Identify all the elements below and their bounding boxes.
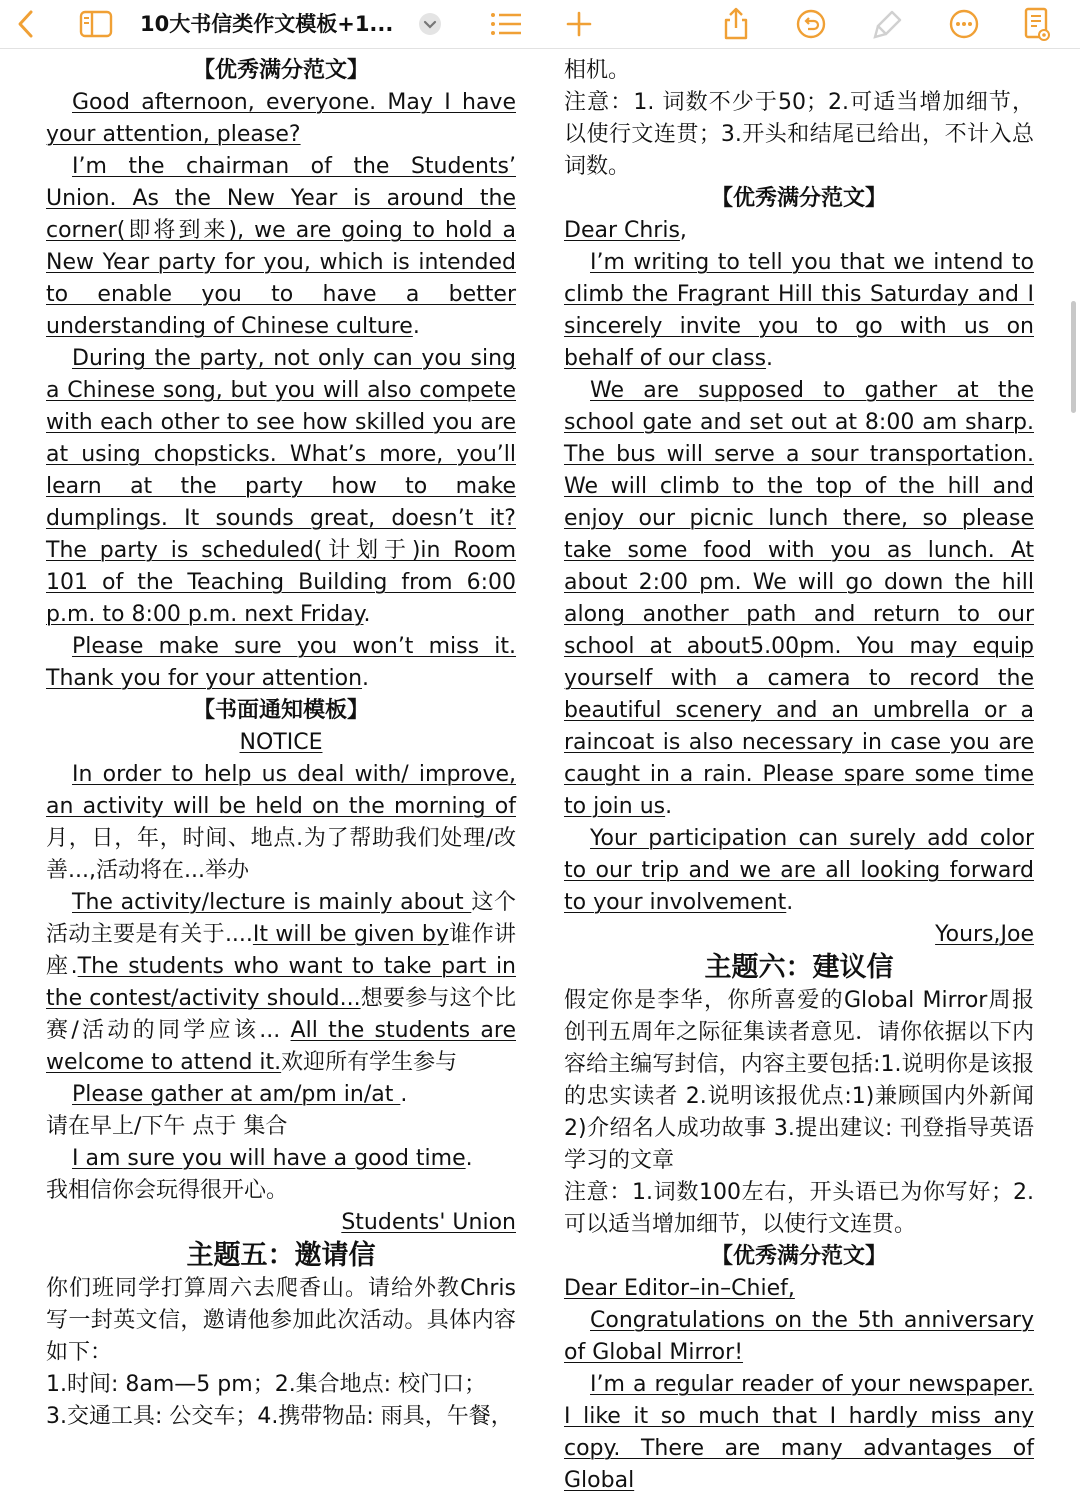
document-icon[interactable] (1022, 6, 1052, 42)
paragraph: 我相信你会玩得很开心。 (46, 1178, 289, 1203)
notice-title: NOTICE (239, 730, 323, 755)
paragraph: I’m writing to tell you that we intend to climb the Fragrant Hill this Saturday and I sincerely invite you to go with us on behalf of our class. (564, 250, 1034, 371)
paragraph: 你们班同学打算周六去爬香山。请给外教Chris写一封英文信，邀请他参加此次活动。具体内容如下： (46, 1276, 516, 1365)
markup-icon[interactable] (872, 6, 904, 42)
section-heading: 【优秀满分范文】 (192, 58, 369, 83)
signature: Yours,Joe (935, 922, 1034, 947)
list-icon[interactable] (488, 6, 524, 42)
paragraph: 相机。 (564, 58, 631, 83)
theme-heading: 主题五：邀请信 (186, 1240, 376, 1271)
paragraph: 注意：1.词数100左右，开头语已为你写好；2.可以适当增加细节，以使行文连贯。 (564, 1180, 1034, 1237)
back-icon[interactable] (12, 6, 40, 42)
section-heading: 【书面通知模板】 (192, 698, 369, 723)
theme-heading: 主题六：建议信 (704, 952, 894, 983)
signature: Students' Union (341, 1210, 516, 1235)
paragraph: Your participation can surely add color to our trip and we are all looking forward to your involvement. (564, 826, 1034, 915)
section-heading: 【优秀满分范文】 (710, 186, 887, 211)
add-icon[interactable] (564, 6, 594, 42)
share-icon[interactable] (720, 6, 752, 42)
paragraph: Please make sure you won’t miss it. Thank you for your attention. (46, 634, 516, 691)
sidebar-icon[interactable] (78, 6, 114, 42)
paragraph: 请在早上/下午 点于 集合 (46, 1114, 288, 1139)
salutation: Dear Editor–in–Chief, (564, 1276, 795, 1301)
paragraph: I’m the chairman of the Students’ Union. As the New Year is around the corner(即将到来), we are going to hold a New Year party for you, which is intended to enable you to have a better understanding of Chinese culture. (46, 154, 516, 339)
document-title[interactable]: 10大书信类作文模板+1... (140, 12, 394, 36)
right-column (564, 55, 1034, 1497)
paragraph: 1.时间: 8am—5 pm；2.集合地点: 校门口； (46, 1372, 487, 1397)
paragraph: Congratulations on the 5th anniversary of Global Mirror! (564, 1308, 1034, 1365)
left-column (46, 55, 516, 1433)
paragraph: Please gather at am/pm in/at . (72, 1082, 408, 1107)
paragraph: The activity/lecture is mainly about 这个活动主要是有关于....It will be given by谁作讲座.The students who want to take part in the contest/activity should...想要参与这个比赛/活动的同学应该... All the students are welcome to attend it.欢迎所有学生参与 (46, 890, 516, 1075)
paragraph: During the party, not only can you sing a Chinese song, but you will also compete with each other to see how skilled you are at using chopsticks. What’s more, you’ll learn at the party how to make dumplings. It sounds great, doesn’t it? The party is scheduled(计划于)in Room 101 of the Teaching Building from 6:00 p.m. to 8:00 p.m. next Friday. (46, 346, 516, 627)
paragraph: We are supposed to gather at the school gate and set out at 8:00 am sharp. The bus will serve a sour transportation. We will climb to the top of the hill and enjoy our picnic lunch there, so please take some food with you as lunch. At about 2:00 pm. We will go down the hill along another path and return to our school at about5.00pm. You may equip yourself with a camera to record the beautiful scenery and an umbrella or a raincoat is also necessary in case you are caught in a rain. Please spare some time to join us. (564, 378, 1034, 819)
scrollbar[interactable] (1071, 301, 1076, 413)
document-page[interactable] (0, 49, 1080, 1493)
salutation: Dear Chris, (564, 218, 687, 243)
paragraph: In order to help us deal with/ improve, an activity will be held on the morning of月，日，年，时间、地点.为了帮助我们处理/改善...,活动将在...举办 (46, 762, 516, 883)
paragraph: I’m a regular reader of your newspaper. I like it so much that I hardly miss any copy. There are many advantages of Global (564, 1372, 1034, 1493)
chevron-down-icon[interactable] (417, 6, 443, 42)
more-icon[interactable] (948, 6, 980, 42)
paragraph: 注意：1. 词数不少于50；2.可适当增加细节，以使行文连贯；3.开头和结尾已给出，不计入总词数。 (564, 90, 1034, 179)
paragraph: Good afternoon, everyone. May I have your attention, please? (46, 90, 516, 147)
paragraph: I am sure you will have a good time. (72, 1146, 473, 1171)
undo-icon[interactable] (795, 6, 827, 42)
section-heading: 【优秀满分范文】 (710, 1244, 887, 1269)
paragraph: 假定你是李华，你所喜爱的Global Mirror周报创刊五周年之际征集读者意见．请你依据以下内容给主编写封信，内容主要包括:1.说明你是该报的忠实读者 2.说明该报优点:1)兼顾国内外新闻2)介绍名人成功故事 3.提出建议: 刊登指导英语学习的文章 (564, 988, 1034, 1173)
paragraph: 3.交通工具: 公交车；4.携带物品: 雨具，午餐， (46, 1404, 513, 1429)
toolbar (0, 0, 1080, 49)
